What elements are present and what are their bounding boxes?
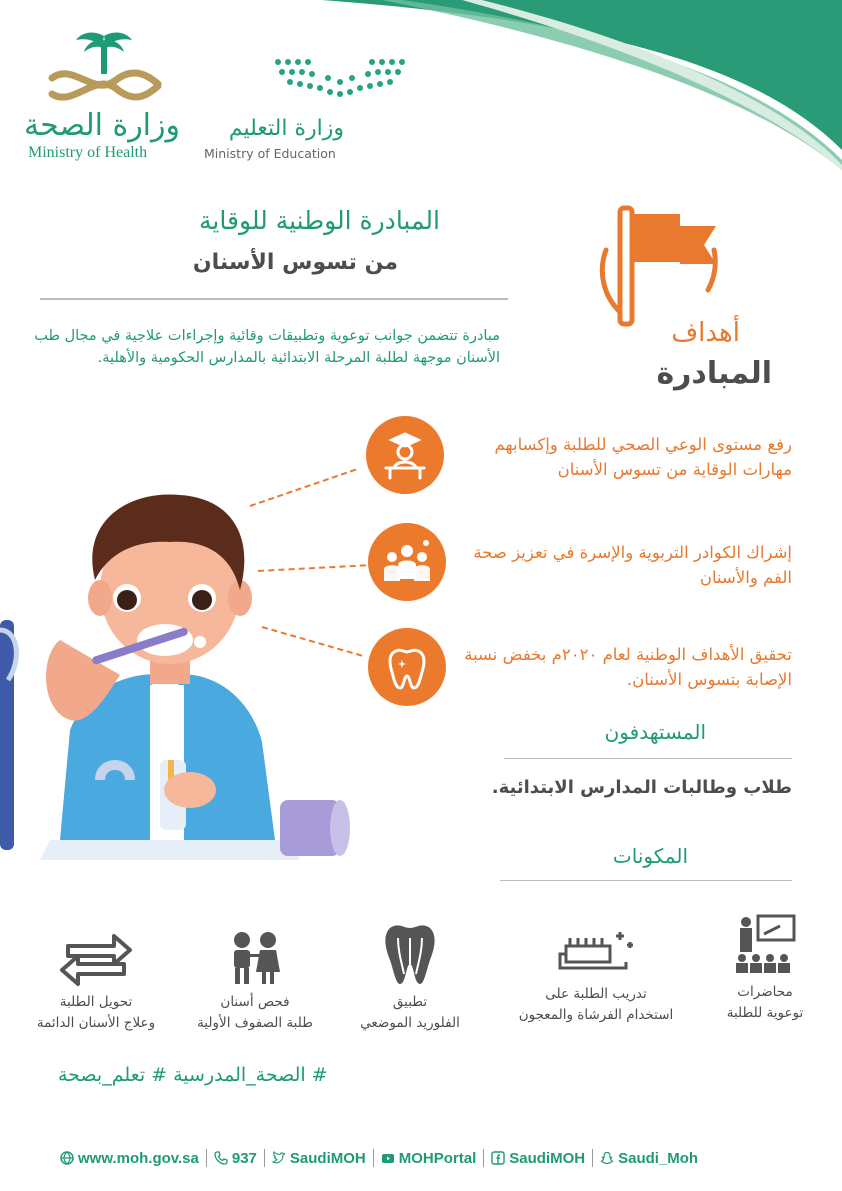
title-divider [40, 298, 508, 300]
phone-icon [214, 1151, 228, 1165]
boy-brushing-illustration [0, 480, 360, 880]
moh-logo [24, 28, 184, 168]
components-label: المكونات [612, 844, 688, 868]
footer-separator [206, 1149, 207, 1167]
footer-youtube[interactable] [381, 1150, 477, 1167]
footer-snapchat-text: Saudi_Moh [618, 1149, 699, 1167]
goals-title-line2: المبادرة [656, 356, 772, 391]
footer-website-text: www.moh.gov.sa [78, 1149, 199, 1167]
transfer-arrows-icon [56, 928, 136, 988]
component-label: تحويل الطلبة [59, 994, 133, 1010]
moe-name-en: Ministry of Education [204, 146, 336, 161]
goal-text-1: رفع مستوى الوعي الصحي للطلبة وإكسابهم مهارات الوقاية من تسوس الأسنان [494, 435, 792, 479]
component-label: تطبيق [392, 994, 428, 1010]
footer-separator [264, 1149, 265, 1167]
footer-separator [373, 1149, 374, 1167]
facebook-icon [491, 1151, 505, 1165]
family-group-icon [368, 523, 446, 601]
component-label: طلبة الصفوف الأولية [197, 1015, 313, 1031]
target-text: طلاب وطالبات المدارس الابتدائية. [491, 777, 792, 798]
component-label: توعوية للطلبة [726, 1005, 804, 1021]
component-fluoride [340, 918, 480, 1034]
children-icon [220, 928, 290, 988]
target-divider [504, 758, 792, 759]
globe-icon [60, 1151, 74, 1165]
footer-contacts [60, 1146, 800, 1170]
youtube-icon [381, 1151, 395, 1165]
footer-snapchat[interactable] [600, 1150, 698, 1167]
component-label: تدريب الطلبة على [545, 986, 647, 1002]
page-subtitle: من تسوس الأسنان [192, 250, 398, 275]
moh-name-en: Ministry of Health [28, 144, 148, 161]
snapchat-icon [600, 1151, 614, 1165]
footer-youtube-text: MOHPortal [398, 1149, 477, 1167]
goal-text-3: تحقيق الأهداف الوطنية لعام ٢٠٢٠م بخفض نسبة الإصابة بتسوس الأسنان. [464, 645, 792, 689]
moe-logo [200, 50, 360, 165]
component-label: استخدام الفرشاة والمعجون [518, 1007, 674, 1023]
components-divider [500, 880, 792, 881]
toothbrush-icon [556, 924, 636, 980]
component-referral [20, 928, 172, 1034]
component-checkup [180, 928, 330, 1034]
moh-name-ar: وزارة الصحة [24, 108, 180, 143]
footer-website[interactable] [60, 1150, 199, 1167]
moh-emblem-icon [24, 28, 184, 113]
footer-separator [592, 1149, 593, 1167]
footer-twitter-text: SaudiMOH [289, 1149, 366, 1167]
footer-phone[interactable] [214, 1150, 257, 1167]
component-lectures [700, 912, 830, 1024]
teacher-desk-icon [366, 416, 444, 494]
footer-separator [483, 1149, 484, 1167]
hashtags: # الصحة_المدرسية # تعلم_بصحة [58, 1064, 328, 1086]
footer-twitter[interactable] [272, 1150, 366, 1167]
component-label: وعلاج الأسنان الدائمة [36, 1015, 156, 1031]
component-brushing [500, 924, 692, 1026]
component-label: فحص أسنان [220, 994, 290, 1010]
footer-facebook-text: SaudiMOH [509, 1149, 586, 1167]
moe-name-ar: وزارة التعليم [228, 116, 344, 141]
initiative-description: مبادرة تتضمن جوانب توعوية وتطبيقات وقائية وإجراءات علاجية في مجال طب الأسنان موجهة لطلبة المرحلة الابتدائية بالمدارس الحكومية والأهلية. [34, 328, 500, 366]
goal-icon-circle [368, 628, 446, 706]
footer-phone-text: 937 [231, 1149, 257, 1167]
footer-facebook[interactable] [491, 1150, 585, 1167]
flag-icon [580, 200, 740, 330]
page-title: المبادرة الوطنية للوقاية [199, 206, 440, 235]
twitter-icon [272, 1151, 286, 1165]
lecture-icon [730, 912, 800, 978]
goal-text-2: إشراك الكوادر التربوية والإسرة في تعزيز صحة الفم والأسنان [473, 543, 792, 587]
moe-dots-icon [270, 54, 420, 104]
target-label: المستهدفون [604, 720, 706, 744]
goal-icon-circle [366, 416, 444, 494]
goals-title-line1: أهداف [671, 318, 740, 348]
component-label: الفلوريد الموضعي [360, 1015, 460, 1031]
tooth-sparkle-icon [368, 628, 446, 706]
goal-icon-circle [368, 523, 446, 601]
component-label: محاضرات [737, 984, 793, 1000]
tooth-icon [380, 918, 440, 988]
